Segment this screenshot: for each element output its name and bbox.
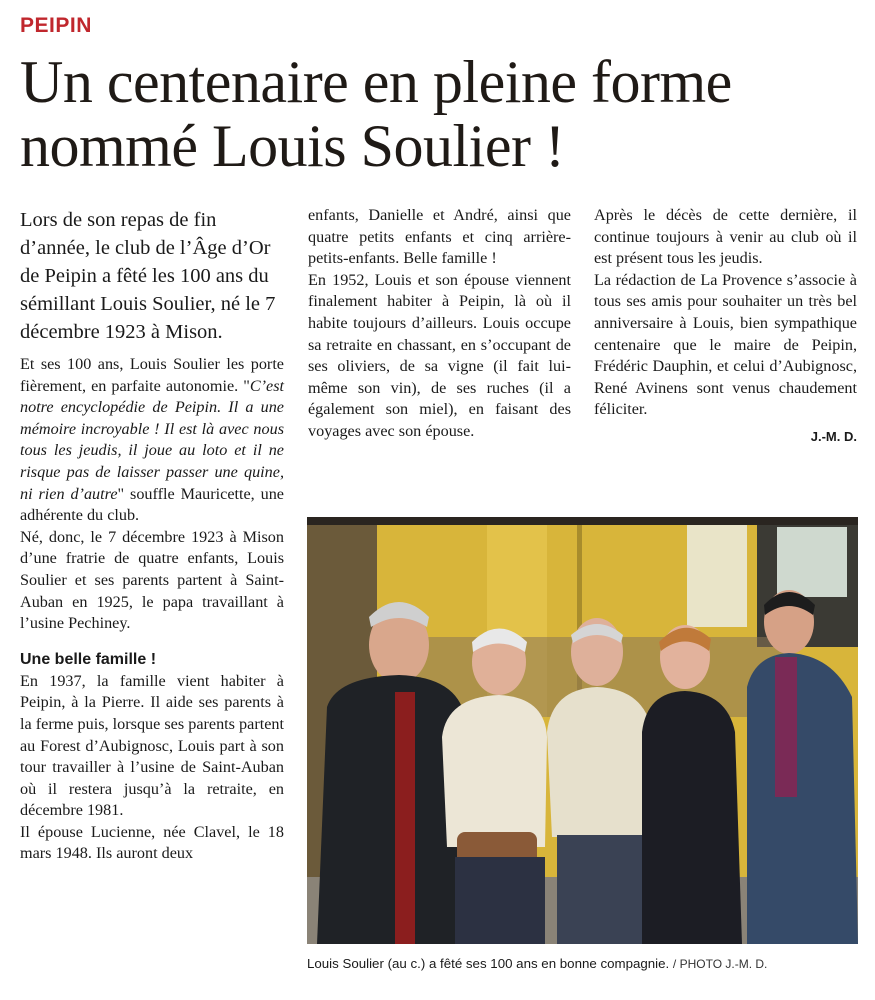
paragraph-1 [20,354,284,527]
group-photo-illustration [307,517,858,944]
photo-credit: / PHOTO J.-M. D. [672,957,768,971]
paragraph-1-outro: " souffle Mauricette, une adhérente du club. [20,484,284,525]
paragraph-3: En 1937, la famille vient habiter à Peipin, à la Pierre. Il aide ses parents à la ferme puis, lorsque ses parents partent au Forest d’Aubignosc, Louis part à son tour travailler à l’usine de Saint-Auban où il restera jusqu’à la retraite, en décembre 1981. [20,671,284,820]
paragraph-1-intro: Et ses 100 ans, Louis Soulier les porte fièrement, en parfaite autonomie. " [20,355,284,395]
article-lead: Lors de son repas de fin d’année, le club de l’Âge d’Or de Peipin a fêté les 100 ans du sémillant Louis Soulier, né le 7 décembre 1923 à Mison. [20,209,276,343]
quote: C’est notre encyclopédie de Peipin. Il a une mémoire incroyable ! Il est là avec nous tous les jeudis, il joue au loto et il ne risque pas de laisser passer une quine, ni rien d’autre [20,376,284,503]
paragraph-8: La rédaction de La Provence s’associe à tous ses amis pour souhaiter un très bel anniversaire à Louis, bien sympathique centenaire que le maire de Peipin, Frédéric Dauphin, et celui d’Aubignosc, René Avinens sont venus chaudement féliciter. [594,270,857,419]
signature: J.-M. D. [810,428,857,444]
paragraph-6: En 1952, Louis et son épouse viennent finalement habiter à Peipin, là où il habite toujours d’ailleurs. Louis occupe sa retraite en chassant, en s’occupant de ses oliviers, de sa vigne (il fait lui-même son vin), de ses ruches (il a également son miel), en faisant des voyages avec son épouse. [308,270,571,440]
paragraph-2: Né, donc, le 7 décembre 1923 à Mison d’une fratrie de quatre enfants, Louis Soulier et ses parents partent à Saint-Auban en 1925, le papa travaillant à l’usine Pechiney. [20,527,284,633]
photo-caption [307,955,867,973]
column-3 [594,205,857,444]
caption-text: Louis Soulier (au c.) a fêté ses 100 ans en bonne compagnie. [307,956,670,971]
article-photo [307,517,858,944]
paragraph-5: enfants, Danielle et André, ainsi que quatre petits enfants et cinq arrière-petits-enfants. Belle famille ! [308,206,571,268]
section-kicker: PEIPIN [20,14,92,37]
article-headline: Un centenaire en pleine forme nommé Louis Soulier ! [20,49,732,179]
subhead: Une belle famille ! [20,650,157,668]
column-1 [20,206,284,865]
column-2 [308,205,571,443]
paragraph-4: Il épouse Lucienne, née Clavel, le 18 mars 1948. Ils auront deux [20,822,284,863]
paragraph-7: Après le décès de cette dernière, il continue toujours à venir au club où il est présent tous les jeudis. [594,206,857,268]
